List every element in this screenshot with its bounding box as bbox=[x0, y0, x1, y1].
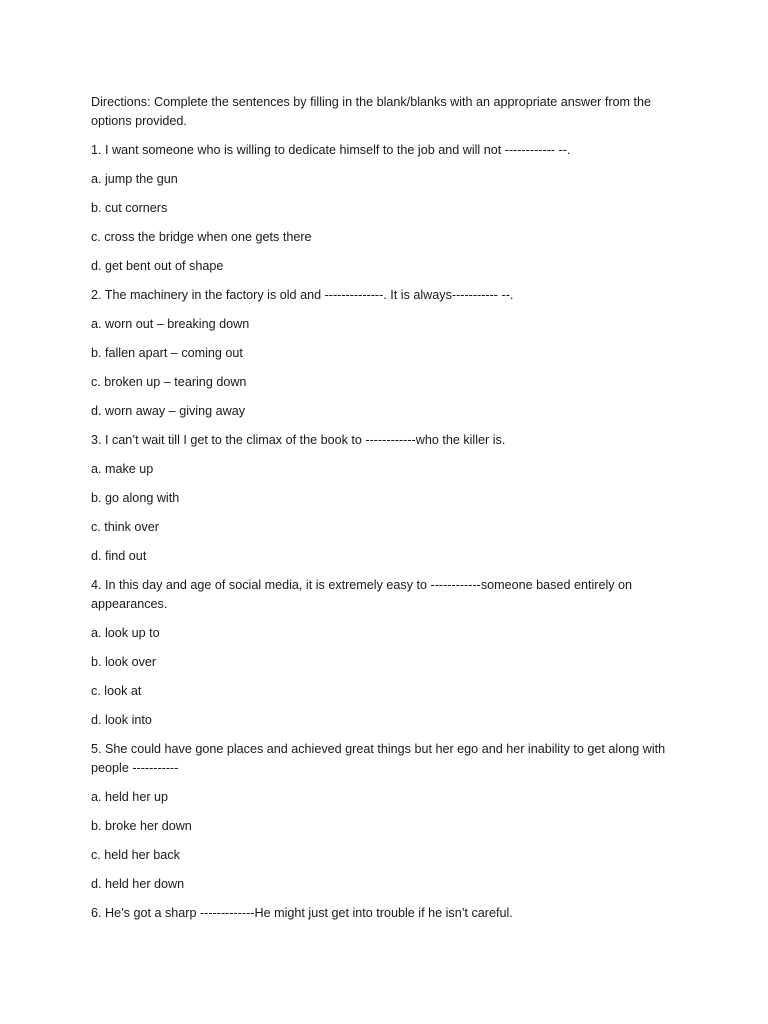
option-b: b. go along with bbox=[91, 491, 180, 505]
question-text: 6. He’s got a sharp -------------He might just get into trouble if he isn’t careful. bbox=[91, 906, 513, 920]
option-c: c. cross the bridge when one gets there bbox=[91, 230, 312, 244]
question-text: 4. In this day and age of social media, it is extremely easy to ------------someone based entirely on appearances. bbox=[91, 578, 633, 611]
option-c: c. held her back bbox=[91, 848, 180, 862]
option-b: b. fallen apart – coming out bbox=[91, 346, 243, 360]
question-5 bbox=[91, 740, 681, 894]
question-text: 2. The machinery in the factory is old and --------------. It is always----------- --. bbox=[91, 288, 514, 302]
option-d: d. look into bbox=[91, 713, 152, 727]
option-a: a. look up to bbox=[91, 626, 160, 640]
option-a: a. make up bbox=[91, 462, 154, 476]
question-1 bbox=[91, 141, 681, 276]
option-c: c. broken up – tearing down bbox=[91, 375, 247, 389]
directions-text: Directions: Complete the sentences by filling in the blank/blanks with an appropriate answer from the options provided. bbox=[91, 95, 652, 128]
question-text: 1. I want someone who is willing to dedicate himself to the job and will not ------------ --. bbox=[91, 143, 571, 157]
option-a: a. held her up bbox=[91, 790, 169, 804]
question-4 bbox=[91, 576, 681, 730]
option-b: b. broke her down bbox=[91, 819, 192, 833]
question-text: 3. I can’t wait till I get to the climax of the book to ------------who the killer is. bbox=[91, 433, 506, 447]
option-c: c. look at bbox=[91, 684, 142, 698]
option-b: b. look over bbox=[91, 655, 157, 669]
option-d: d. worn away – giving away bbox=[91, 404, 246, 418]
option-d: d. held her down bbox=[91, 877, 185, 891]
option-d: d. find out bbox=[91, 549, 147, 563]
option-a: a. jump the gun bbox=[91, 172, 178, 186]
option-b: b. cut corners bbox=[91, 201, 168, 215]
question-text: 5. She could have gone places and achieved great things but her ego and her inability to get along with people ----------- bbox=[91, 742, 666, 775]
question-6 bbox=[91, 904, 681, 923]
option-a: a. worn out – breaking down bbox=[91, 317, 250, 331]
option-c: c. think over bbox=[91, 520, 159, 534]
document-body bbox=[91, 93, 681, 933]
question-3 bbox=[91, 431, 681, 566]
option-d: d. get bent out of shape bbox=[91, 259, 224, 273]
question-2 bbox=[91, 286, 681, 421]
